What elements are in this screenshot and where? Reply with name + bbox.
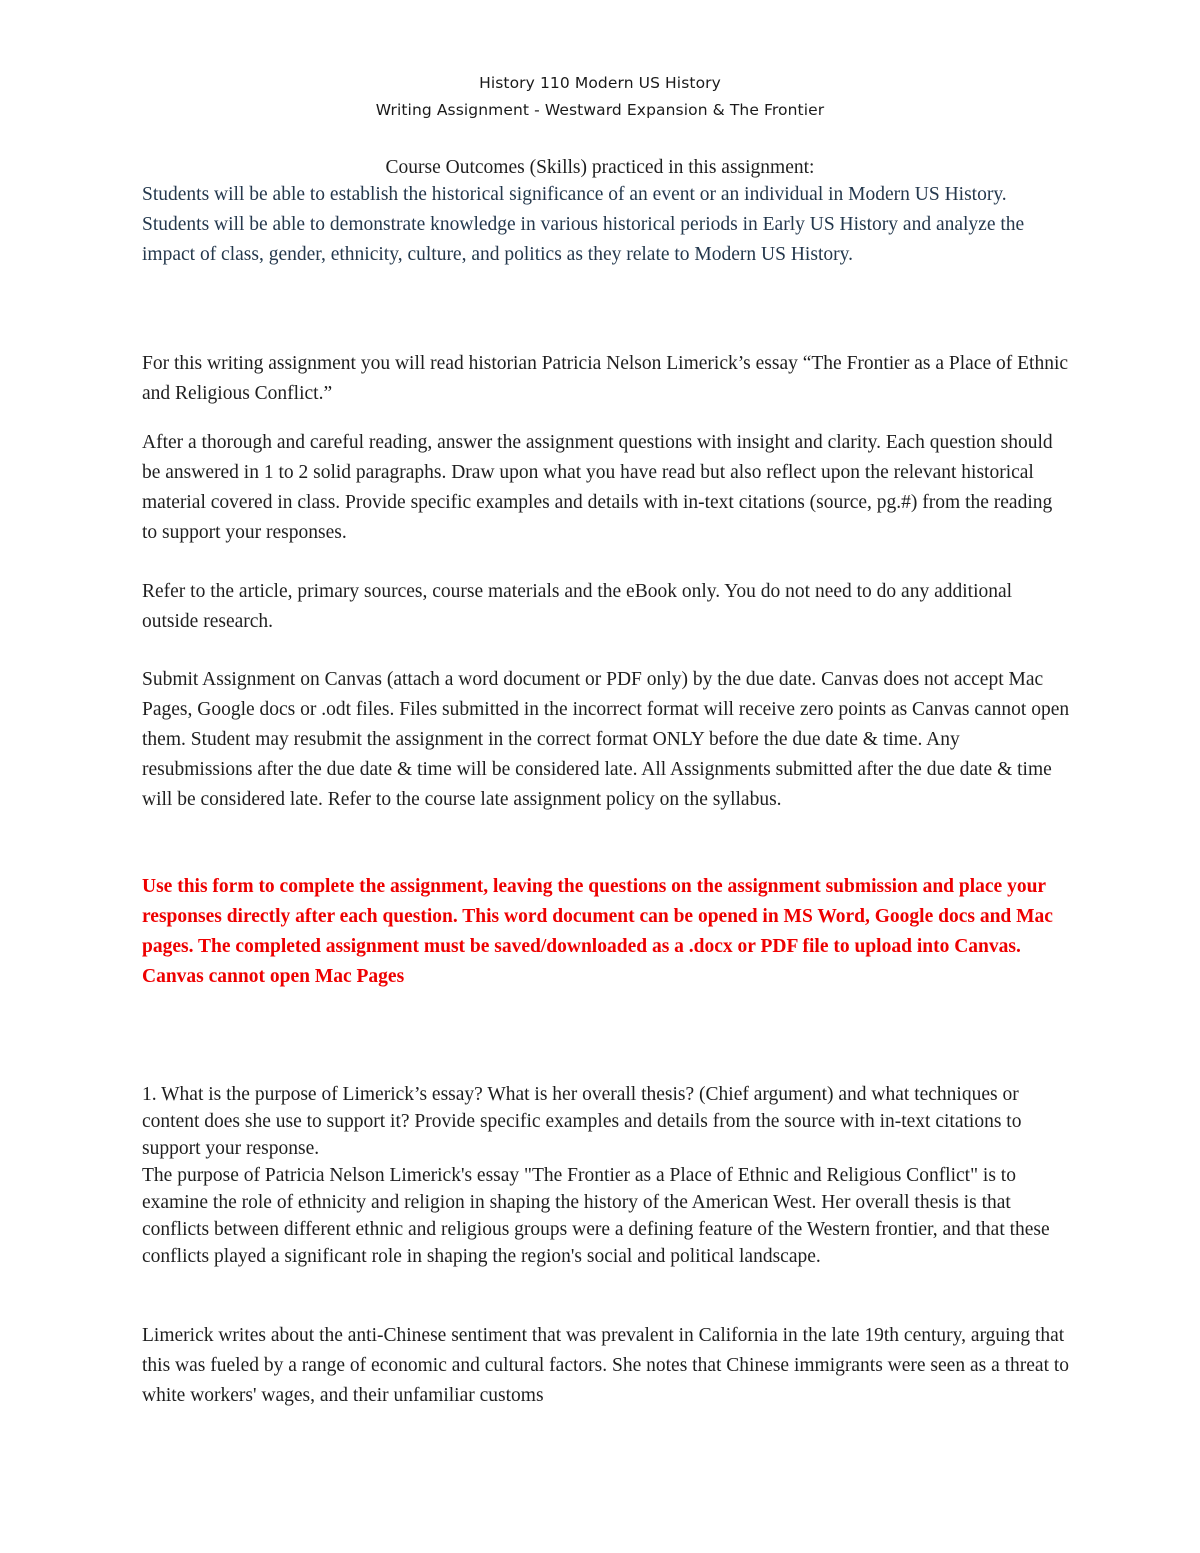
outcome-item: Students will be able to establish the historical significance of an event or an individual in Modern US History. (142, 184, 1007, 205)
question-1-prompt: 1. What is the purpose of Limerick’s essay? What is her overall thesis? (Chief argument) and what techniques or content does she use to support it? Provide specific examples and details from the source with in-text citations to support your response. (142, 1084, 1022, 1159)
outcomes-list (142, 180, 1072, 270)
answer-guidance: After a thorough and careful reading, answer the assignment questions with insight and clarity. Each question should be answered in 1 to 2 solid paragraphs. Draw upon what you have read but also reflect upon the relevant historical material covered in class. Provide specific examples and details with in-text citations (source, pg.#) from the reading to support your responses. (142, 432, 1053, 543)
sources-instruction: Refer to the article, primary sources, course materials and the eBook only. You do not need to do any additional outside research. (142, 581, 1013, 632)
outcome-item: Students will be able to demonstrate knowledge in various historical periods in Early US History and analyze the impact of class, gender, ethnicity, culture, and politics as they relate to Modern US History. (142, 214, 1025, 265)
assignment-title: Writing Assignment - Westward Expansion & The Frontier (375, 101, 825, 119)
course-title: History 110 Modern US History (479, 74, 721, 92)
outcomes-title: Course Outcomes (Skills) practiced in this assignment: (385, 157, 815, 178)
reading-instruction: For this writing assignment you will read historian Patricia Nelson Limerick’s essay “The Frontier as a Place of Ethnic and Religious Conflict.” (142, 353, 1069, 404)
submission-instruction: Submit Assignment on Canvas (attach a word document or PDF only) by the due date. Canvas does not accept Mac Pages, Google docs or .odt files. Files submitted in the incorrect format will receive zero points as Canvas cannot open them. Student may resubmit the assignment in the correct format ONLY before the due date & time. Any resubmissions after the due date & time will be considered late. All Assignments submitted after the due date & time will be considered late. Refer to the course late assignment policy on the syllabus. (142, 669, 1070, 810)
question-1 (142, 1081, 1072, 1270)
question-1-answer-paragraph: The purpose of Patricia Nelson Limerick's essay "The Frontier as a Place of Ethnic and Religious Conflict" is to examine the role of ethnicity and religion in shaping the history of the American West. Her overall thesis is that conflicts between different ethnic and religious groups were a defining feature of the Western frontier, and that these conflicts played a significant role in shaping the region's social and political landscape. (142, 1165, 1050, 1267)
form-warning: Use this form to complete the assignment, leaving the questions on the assignment submission and place your responses directly after each question. This word document can be opened in MS Word, Google docs and Mac pages. The completed assignment must be saved/downloaded as a .docx or PDF file to upload into Canvas. Canvas cannot open Mac Pages (142, 876, 1053, 987)
question-1-answer-paragraph-2: Limerick writes about the anti-Chinese sentiment that was prevalent in California in the late 19th century, arguing that this was fueled by a range of economic and cultural factors. She notes that Chinese immigrants were seen as a threat to white workers' wages, and their unfamiliar customs (142, 1325, 1070, 1406)
